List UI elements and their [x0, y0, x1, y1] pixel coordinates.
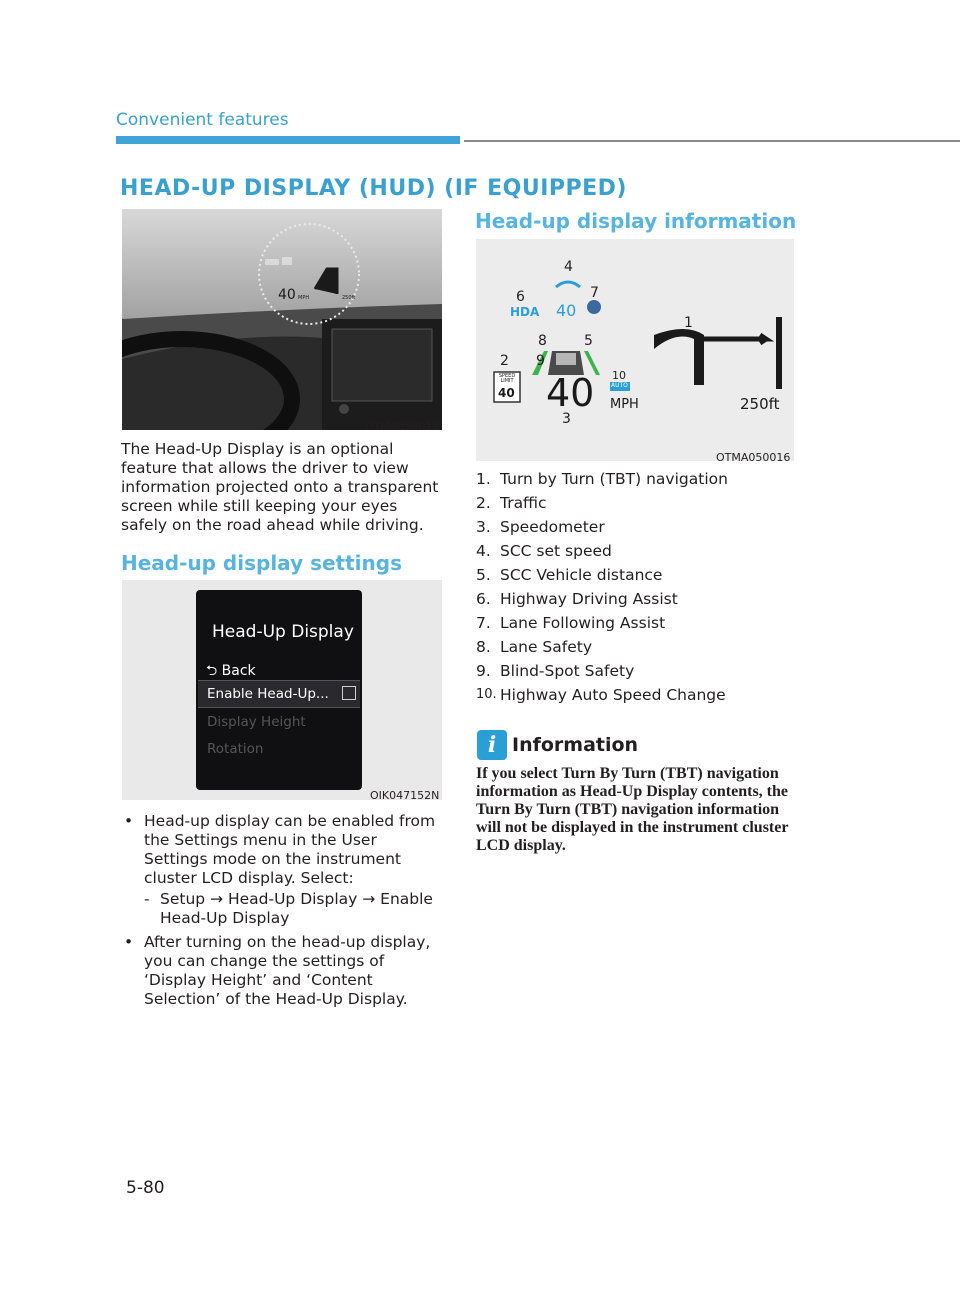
list-number: 1. — [476, 470, 491, 488]
list-number: 6. — [476, 590, 491, 608]
list-item — [476, 467, 796, 491]
list-number: 2. — [476, 494, 491, 512]
menu-item-display-height: Display Height — [207, 714, 306, 730]
callout-8: 8 — [538, 333, 547, 349]
page-number: 5-80 — [126, 1178, 165, 1198]
section-label: Convenient features — [116, 110, 289, 130]
list-number: 9. — [476, 662, 491, 680]
hud-unit: MPH — [610, 397, 639, 412]
callout-4: 4 — [564, 259, 573, 275]
figure-code: OTMA050019 — [365, 420, 440, 433]
settings-heading: Head-up display settings — [121, 551, 402, 575]
information-title: Information — [512, 734, 639, 756]
callout-2: 2 — [500, 353, 509, 369]
callout-9: 9 — [536, 353, 545, 369]
callout-5: 5 — [584, 333, 593, 349]
list-number: 10. — [476, 687, 497, 702]
list-number: 3. — [476, 518, 491, 536]
menu-item-enable: Enable Head-Up... — [207, 686, 329, 702]
bullet-dot: • — [124, 812, 134, 830]
list-text: Lane Safety — [500, 638, 593, 656]
hud-info-illustration — [476, 239, 794, 461]
hud-distance-readout: 250ft — [342, 295, 356, 301]
list-text: Speedometer — [500, 518, 605, 536]
callout-7: 7 — [590, 285, 599, 301]
list-text: Highway Auto Speed Change — [500, 686, 726, 704]
list-text: SCC set speed — [500, 542, 612, 560]
hud-speed: 40 — [546, 371, 595, 415]
callout-1: 1 — [684, 315, 693, 331]
hud-set-speed: 40 — [556, 301, 577, 320]
list-item — [476, 683, 796, 707]
list-item — [476, 635, 796, 659]
list-text: Turn by Turn (TBT) navigation — [500, 470, 728, 488]
info-icon: i — [477, 730, 507, 760]
callout-3: 3 — [562, 411, 571, 427]
list-item — [476, 659, 796, 683]
bullet-dot: • — [124, 933, 134, 951]
hud-dashboard-photo — [122, 209, 442, 430]
hud-auto-label: AUTO — [611, 382, 628, 389]
list-item — [476, 611, 796, 635]
callout-10: 10 — [612, 369, 626, 382]
menu-item-rotation: Rotation — [207, 741, 264, 757]
list-text: Highway Driving Assist — [500, 590, 678, 608]
speed-limit-label: SPEED LIMIT — [498, 373, 516, 384]
page-title: HEAD-UP DISPLAY (HUD) (IF EQUIPPED) — [120, 176, 627, 201]
figure-code: OTMA050016 — [716, 451, 791, 464]
dashboard-illustration — [122, 209, 442, 430]
intro-paragraph: The Head-Up Display is an optional feature that allows the driver to view information projected onto a transparent screen while still keeping your eyes safely on the road ahead while driving. — [121, 440, 439, 534]
list-item — [476, 491, 796, 515]
list-number: 7. — [476, 614, 491, 632]
list-text: Lane Following Assist — [500, 614, 666, 632]
bullet-text: After turning on the head-up display, you can change the settings of ‘Display Height’ and ‘Content Selection’ of the Head-Up Display. — [144, 933, 431, 1008]
list-text: Traffic — [500, 494, 547, 512]
hud-hda-label: HDA — [510, 305, 540, 319]
list-text: Blind-Spot Safety — [500, 662, 635, 680]
list-item — [476, 515, 796, 539]
bullet-item — [124, 933, 444, 1009]
menu-back-button: ⮌ Back — [206, 663, 256, 679]
information-body: If you select Turn By Turn (TBT) navigation information as Head-Up Display contents, the Turn By Turn (TBT) navigation information will not be displayed in the instrument cluster LCD display. — [476, 765, 789, 854]
info-heading: Head-up display information — [475, 209, 797, 233]
checkbox-icon — [342, 686, 356, 700]
info-list — [476, 467, 796, 707]
hud-speed-readout: 40 — [278, 287, 296, 303]
sub-item-text: Setup → Head-Up Display → Enable Head-Up Display — [160, 890, 433, 927]
callout-6: 6 — [516, 289, 525, 305]
header-rule — [464, 140, 960, 142]
hud-unit-readout: MPH — [298, 295, 310, 301]
menu-title: Head-Up Display — [212, 622, 354, 642]
dash-marker: - — [144, 890, 150, 908]
list-item — [476, 587, 796, 611]
bullet-item — [124, 812, 444, 888]
list-item — [476, 539, 796, 563]
list-text: SCC Vehicle distance — [500, 566, 663, 584]
list-item — [476, 563, 796, 587]
hud-distance: 250ft — [740, 395, 780, 413]
sub-item — [144, 890, 434, 928]
list-number: 5. — [476, 566, 491, 584]
list-number: 4. — [476, 542, 491, 560]
figure-code: OIK047152N — [370, 789, 440, 802]
hud-info-figure — [476, 239, 794, 461]
list-number: 8. — [476, 638, 491, 656]
bullet-text: Head-up display can be enabled from the Settings menu in the User Settings mode on the instrument cluster LCD display. Select: — [144, 812, 436, 887]
header-rule-accent — [116, 136, 460, 144]
speed-limit-value: 40 — [498, 386, 515, 400]
